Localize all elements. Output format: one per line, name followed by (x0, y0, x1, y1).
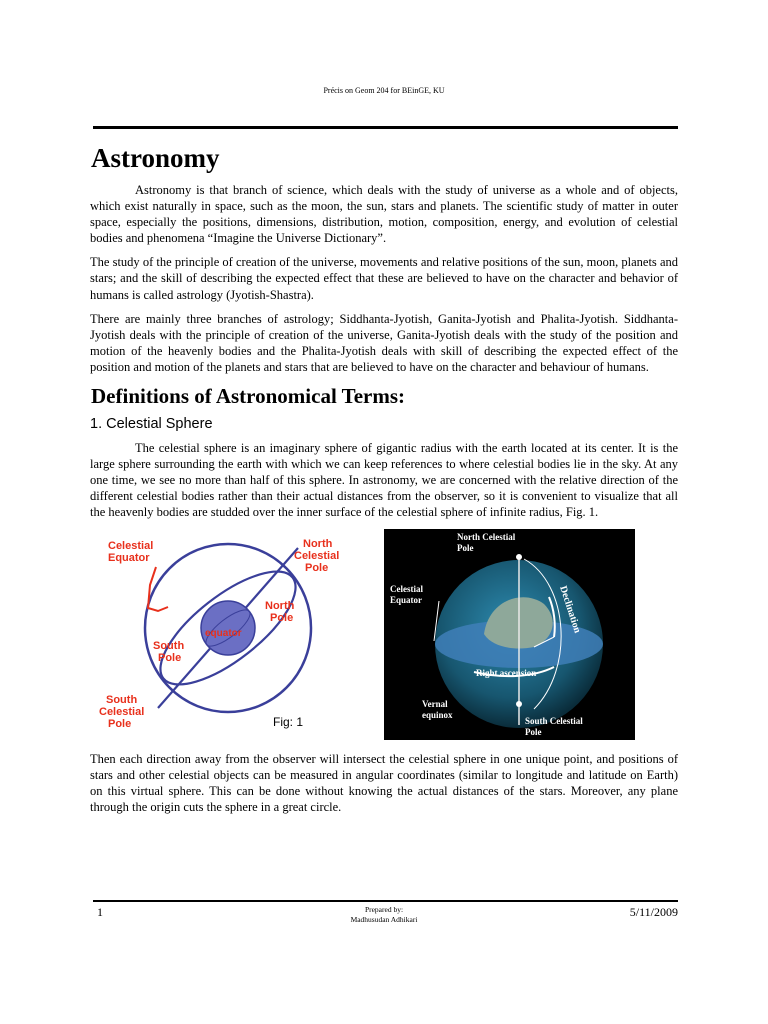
footer-prepared-by-label: Prepared by: (364, 905, 404, 914)
scp-marker (516, 701, 522, 707)
figure-1-celestial-sphere-diagram (98, 533, 358, 738)
label-ncp-line2: Pole (457, 542, 474, 553)
paragraph-intro: Astronomy is that branch of science, which deals with the study of universe as a whole and of objects, which exist naturally in space, such as the moon, the sun, stars and planets. The scientific study of matter in outer space, especially the positions, dimensions, distribution, motion, composition, energy, and evolution of celestial bodies and phenomena “Imagine the Universe Dictionary”. (90, 183, 678, 246)
label-south-pole-line1: South (153, 639, 185, 652)
paragraph-branches: There are mainly three branches of astrology; Siddhanta-Jyotish, Ganita-Jyotish and Phalita-Jyotish. Siddhanta-Jyotish deals with the principle of creation of the universe, Ganita-Jyotish deals with the study of the position and motion of the heavenly bodies and the Phalita-Jyotish deals with skill of describing the expected effect of the position and motion of the planets and stars that are believed to have on the character and behaviour of humans. (90, 311, 678, 374)
label-scp-line1: South Celestial (525, 715, 583, 726)
label-celestial-equator-line2: Equator (108, 551, 150, 564)
figure-row (90, 529, 678, 743)
paragraph-directions: Then each direction away from the observer will intersect the celestial sphere in one unique point, and positions of stars and other celestial objects can be measured in angular coordinates (similar to longitude and latitude on Earth) on this virtual sphere. This can be done without knowing the actual distances of the stars. Moreover, any plane through the origin cuts the sphere in a great circle. (90, 751, 678, 814)
section-heading-definitions: Definitions of Astronomical Terms: (91, 384, 406, 409)
label-ncp-line1: North (303, 537, 333, 550)
page-number: 1 (97, 905, 103, 919)
footer-rule (93, 900, 678, 902)
footer-author: Madhusudan Adhikari (350, 915, 418, 924)
label-scp-line2: Celestial (99, 705, 145, 718)
page-content (90, 134, 678, 823)
label-declination: Declination (557, 584, 583, 634)
subheading-celestial-sphere: 1. Celestial Sphere (90, 416, 213, 433)
label-celestial-equator-line1: Celestial (108, 539, 154, 552)
header-rule (93, 126, 678, 129)
label-vernal-line1: Vernal (422, 698, 448, 709)
label-north-pole-line1: North (265, 599, 295, 612)
label-scp-line1: South (106, 693, 138, 706)
figure-2-celestial-sphere-illustration (384, 529, 635, 740)
label-equator: equator (205, 627, 242, 639)
label-celestial-equator-line1: Celestial (390, 583, 423, 594)
label-north-pole-line2: Pole (270, 611, 294, 624)
label-right-ascension: Right ascension (476, 667, 537, 678)
figure-1-caption: Fig: 1 (273, 714, 304, 729)
page-title: Astronomy (91, 143, 220, 173)
label-vernal-line2: equinox (422, 709, 453, 720)
label-celestial-equator-line2: Equator (390, 594, 423, 605)
label-south-pole-line2: Pole (158, 651, 182, 664)
page-header: Précis on Geom 204 for BEinGE, KU (323, 86, 445, 95)
label-scp-line2: Pole (525, 726, 542, 737)
paragraph-astrology: The study of the principle of creation of the universe, movements and relative positions of the sun, moon, planets and stars; and the skill of describing the expected effect that these are believed to have on the character and behavior of humans is called astrology (Jyotish-Shastra). (90, 255, 678, 302)
footer-date: 5/11/2009 (629, 905, 678, 919)
label-ncp-line1: North Celestial (457, 531, 516, 542)
label-ncp-line3: Pole (305, 561, 329, 574)
paragraph-celestial-sphere: The celestial sphere is an imaginary sphere of gigantic radius with the earth located at its center. It is the large sphere surrounding the earth with which we can keep references to where celestial bodies lie in the sky. At any one time, we see no more than half of this sphere. In astronomy, we are concerned with the relative direction of the different celestial bodies rather than their actual distances from the observer, so it is convenient to visualize that all the heavenly bodies are studded over the inner surface of the celestial sphere of infinite radius, Fig. 1. (90, 441, 678, 520)
label-ncp-line2: Celestial (294, 549, 340, 562)
ncp-marker (516, 554, 522, 560)
label-scp-line3: Pole (108, 717, 132, 730)
